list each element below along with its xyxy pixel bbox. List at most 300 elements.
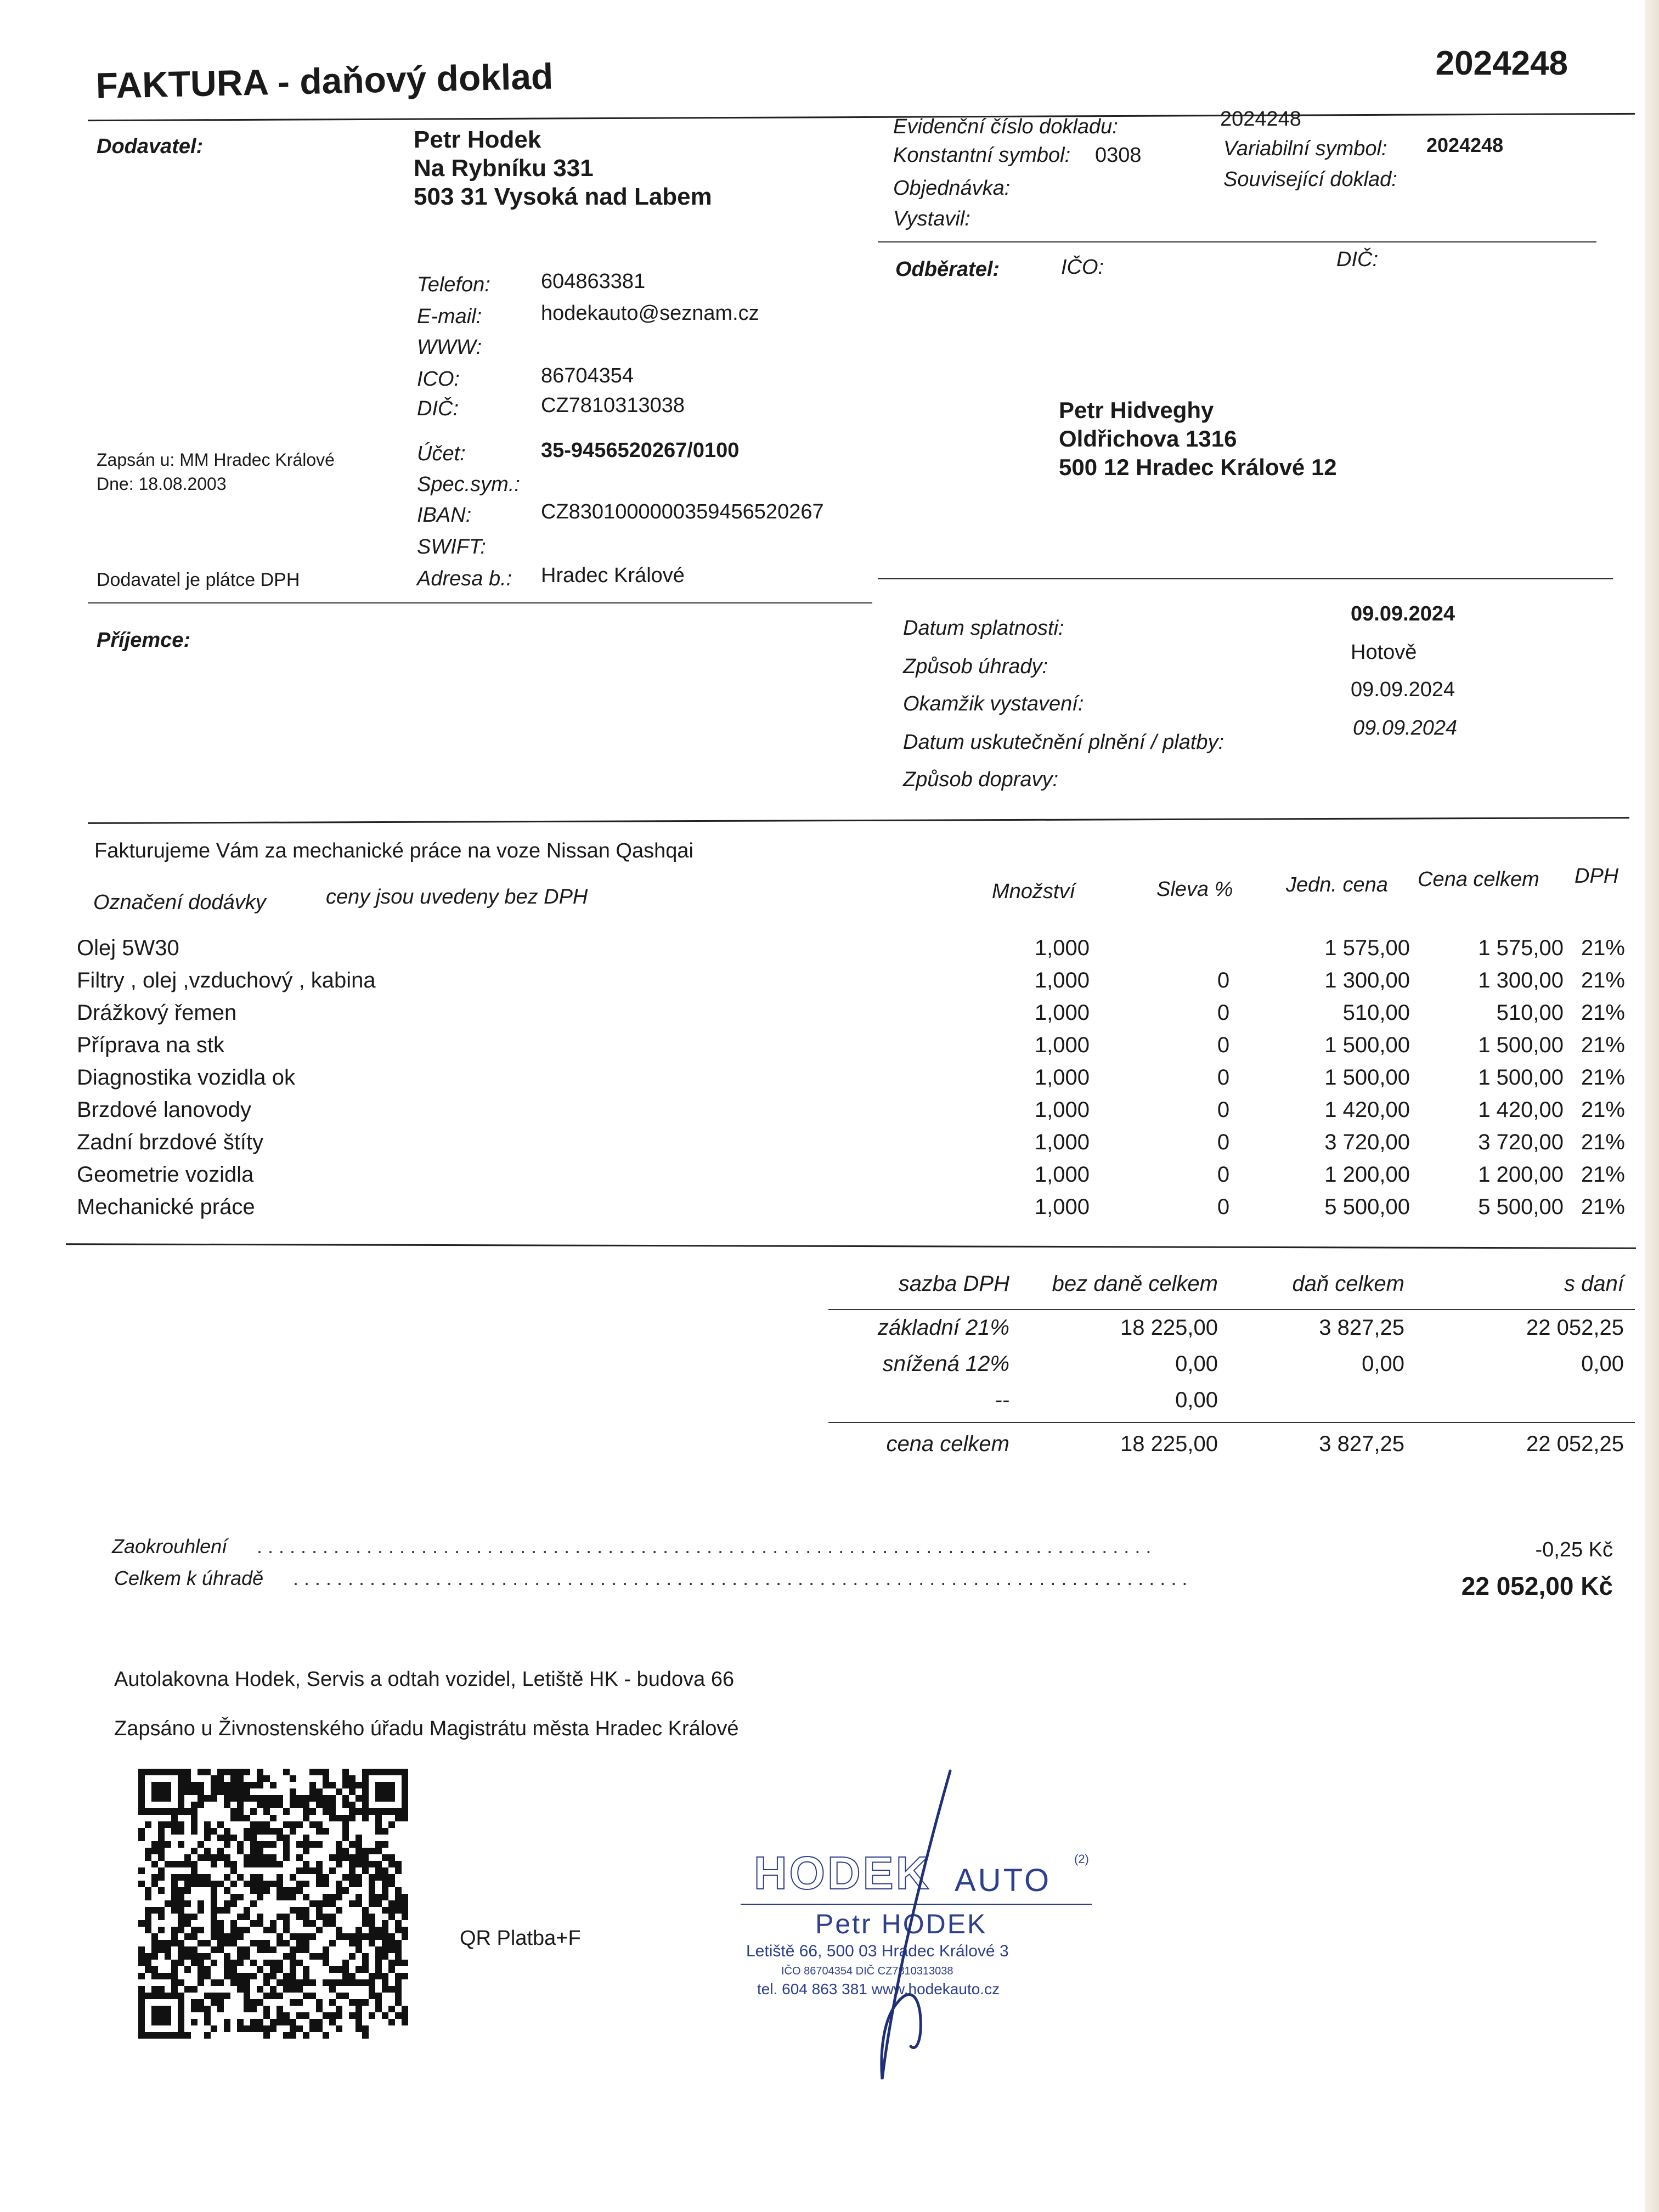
- qr-module: [138, 1867, 145, 1874]
- qr-module: [178, 1828, 184, 1835]
- qr-module: [204, 1854, 211, 1861]
- items-top-divider: [88, 817, 1629, 824]
- qr-module: [382, 1979, 388, 1986]
- qr-module: [303, 1920, 309, 1927]
- qr-module: [191, 1999, 198, 2006]
- qr-module: [382, 1986, 388, 1993]
- vat-sum-label: cena celkem: [886, 1432, 1009, 1456]
- qr-module: [349, 1953, 356, 1960]
- qr-module: [230, 1920, 237, 1927]
- qr-module: [237, 1894, 244, 1900]
- qr-module: [309, 1900, 316, 1907]
- item-qty: 1,000: [1034, 1195, 1090, 1219]
- qr-module: [250, 1795, 257, 1802]
- qr-module: [316, 1874, 323, 1881]
- qr-module: [257, 1861, 263, 1867]
- qr-module: [230, 1788, 237, 1795]
- qr-module: [303, 1867, 309, 1874]
- qr-module: [303, 1946, 309, 1953]
- qr-module: [329, 1940, 336, 1946]
- qr-module: [263, 1979, 270, 1986]
- item-row: [0, 1001, 1659, 1034]
- qr-module: [178, 1795, 184, 1802]
- qr-module: [224, 1960, 230, 1966]
- qr-module: [375, 1933, 382, 1940]
- qr-module: [158, 1986, 165, 1993]
- item-row: [0, 936, 1659, 969]
- qr-module: [336, 1788, 342, 1795]
- qr-module: [250, 1841, 257, 1848]
- qr-module: [362, 1782, 369, 1788]
- qr-module: [151, 1782, 158, 1788]
- qr-module: [158, 1907, 165, 1914]
- supplier-city: 503 31 Vysoká nad Labem: [414, 183, 712, 210]
- qr-module: [230, 1835, 237, 1841]
- qr-module: [323, 1881, 329, 1887]
- qr-module: [230, 1808, 237, 1815]
- qr-module: [369, 1940, 375, 1946]
- qr-module: [362, 2025, 369, 2032]
- item-qty: 1,000: [1034, 1033, 1090, 1057]
- qr-module: [224, 1782, 230, 1788]
- qr-module: [138, 2019, 145, 2025]
- customer-street: Oldřichova 1316: [1059, 426, 1237, 452]
- qr-module: [151, 1861, 158, 1867]
- qr-module: [263, 1927, 270, 1933]
- qr-module: [395, 1999, 402, 2006]
- qr-module: [388, 1881, 395, 1887]
- item-total: 1 500,00: [1478, 1033, 1564, 1057]
- qr-module: [244, 1881, 250, 1887]
- qr-module: [211, 1907, 217, 1914]
- qr-module: [230, 1966, 237, 1973]
- qr-module: [198, 1900, 204, 1907]
- qr-module: [323, 1953, 329, 1960]
- qr-module: [303, 1808, 309, 1815]
- qr-module: [309, 1953, 316, 1960]
- qr-module: [204, 2019, 211, 2025]
- qr-module: [290, 1999, 296, 2006]
- qr-module: [290, 1953, 296, 1960]
- qr-module: [342, 1802, 349, 1808]
- qr-module: [178, 1894, 184, 1900]
- evidence-value: 2024248: [1220, 108, 1301, 131]
- qr-module: [178, 1821, 184, 1828]
- qr-module: [224, 2019, 230, 2025]
- qr-module: [316, 1788, 323, 1795]
- qr-module: [263, 1861, 270, 1867]
- qr-module: [309, 1933, 316, 1940]
- qr-module: [349, 1841, 356, 1848]
- qr-module: [263, 1993, 270, 1999]
- qr-module: [388, 1946, 395, 1953]
- qr-module: [303, 1802, 309, 1808]
- item-unit: 1 575,00: [1324, 936, 1410, 960]
- contact-value: CZ7810313038: [541, 394, 685, 417]
- item-total: 5 500,00: [1478, 1195, 1564, 1219]
- qr-module: [224, 1966, 230, 1973]
- qr-module: [369, 1914, 375, 1920]
- item-total: 1 420,00: [1478, 1098, 1564, 1122]
- qr-module: [276, 1887, 283, 1894]
- qr-module: [178, 1907, 184, 1914]
- qr-module: [303, 1993, 309, 1999]
- qr-module: [171, 1894, 178, 1900]
- qr-module: [342, 1769, 349, 1775]
- qr-module: [244, 2025, 250, 2032]
- qr-module: [290, 1907, 296, 1914]
- qr-module: [178, 1861, 184, 1867]
- qr-module: [171, 1907, 178, 1914]
- vat-base: 18 225,00: [1120, 1316, 1218, 1340]
- qr-module: [224, 1953, 230, 1960]
- qr-module: [309, 1808, 316, 1815]
- qr-module: [329, 1808, 336, 1815]
- qr-module: [165, 2032, 171, 2039]
- qr-module: [342, 1815, 349, 1821]
- qr-module: [257, 1802, 263, 1808]
- qr-module: [191, 1828, 198, 1835]
- qr-module: [303, 1940, 309, 1946]
- qr-module: [224, 1861, 230, 1867]
- qr-module: [178, 2032, 184, 2039]
- qr-module: [230, 1769, 237, 1775]
- qr-module: [224, 2025, 230, 2032]
- qr-module: [138, 1835, 145, 1841]
- qr-module: [257, 1940, 263, 1946]
- qr-module: [316, 2025, 323, 2032]
- qr-module: [402, 1960, 408, 1966]
- qr-module: [198, 1999, 204, 2006]
- qr-module: [270, 1993, 276, 1999]
- qr-module: [283, 1927, 290, 1933]
- contact-label: E-mail:: [417, 305, 482, 328]
- qr-module: [230, 1973, 237, 1979]
- qr-module: [336, 1907, 342, 1914]
- qr-module: [276, 2006, 283, 2012]
- qr-module: [362, 1848, 369, 1854]
- qr-module: [336, 1993, 342, 1999]
- qr-module: [244, 1999, 250, 2006]
- qr-module: [316, 1999, 323, 2006]
- contact-label: Adresa b.:: [417, 567, 512, 590]
- qr-module: [250, 1999, 257, 2006]
- qr-module: [224, 1907, 230, 1914]
- qr-module: [270, 1854, 276, 1861]
- qr-module: [211, 1795, 217, 1802]
- qr-module: [290, 2019, 296, 2025]
- qr-module: [145, 1907, 151, 1914]
- qr-module: [138, 2012, 145, 2019]
- qr-module: [191, 2019, 198, 2025]
- qr-module: [178, 1802, 184, 1808]
- qr-module: [178, 1887, 184, 1894]
- customer-city: 500 12 Hradec Králové 12: [1059, 454, 1337, 480]
- vat-sum-row: [0, 1432, 1659, 1465]
- qr-module: [323, 1828, 329, 1835]
- qr-module: [316, 1881, 323, 1887]
- qr-module: [237, 1874, 244, 1881]
- vat-rate: snížená 12%: [882, 1352, 1009, 1376]
- qr-module: [151, 1940, 158, 1946]
- qr-module: [349, 1973, 356, 1979]
- qr-module: [356, 1835, 362, 1841]
- qr-module: [198, 1841, 204, 1848]
- qr-module: [230, 1960, 237, 1966]
- qr-module: [237, 1953, 244, 1960]
- qr-module: [270, 1973, 276, 1979]
- qr-module: [382, 1940, 388, 1946]
- qr-module: [158, 1973, 165, 1979]
- qr-module: [138, 1802, 145, 1808]
- qr-module: [276, 1933, 283, 1940]
- qr-module: [323, 1808, 329, 1815]
- qr-module: [336, 2012, 342, 2019]
- qr-module: [171, 1881, 178, 1887]
- qr-module: [375, 1848, 382, 1854]
- item-discount: 0: [1217, 1130, 1230, 1154]
- qr-module: [171, 1940, 178, 1946]
- qr-module: [224, 1835, 230, 1841]
- qr-module: [290, 1894, 296, 1900]
- qr-module: [369, 1848, 375, 1854]
- qr-module: [356, 1933, 362, 1940]
- qr-module: [191, 1927, 198, 1933]
- qr-module: [388, 1821, 395, 1828]
- qr-module: [303, 1966, 309, 1973]
- qr-module: [395, 1953, 402, 1960]
- qr-module: [329, 1894, 336, 1900]
- qr-module: [309, 1867, 316, 1874]
- qr-module: [362, 1769, 369, 1775]
- qr-module: [336, 1979, 342, 1986]
- item-vat: 21%: [1581, 936, 1625, 960]
- qr-module: [184, 1769, 191, 1775]
- qr-module: [349, 1900, 356, 1907]
- qr-module: [323, 1946, 329, 1953]
- qr-module: [224, 1828, 230, 1835]
- qr-module: [270, 2025, 276, 2032]
- qr-module: [309, 1795, 316, 1802]
- qr-module: [204, 1940, 211, 1946]
- qr-module: [270, 1795, 276, 1802]
- qr-module: [230, 1861, 237, 1867]
- qr-module: [290, 1933, 296, 1940]
- qr-module: [230, 1900, 237, 1907]
- qr-module: [138, 1920, 145, 1927]
- qr-module: [263, 1887, 270, 1894]
- qr-module: [303, 1815, 309, 1821]
- qr-module: [244, 1835, 250, 1841]
- qr-module: [178, 1808, 184, 1815]
- stamp-contact: tel. 604 863 381 www.hodekauto.cz: [757, 1980, 1000, 1997]
- qr-module: [388, 1861, 395, 1867]
- qr-module: [198, 1940, 204, 1946]
- qr-module: [184, 1782, 191, 1788]
- qr-module: [178, 1999, 184, 2006]
- qr-module: [151, 1907, 158, 1914]
- qr-module: [349, 1775, 356, 1782]
- qr-module: [369, 1993, 375, 1999]
- qr-module: [138, 1775, 145, 1782]
- qr-module: [276, 1966, 283, 1973]
- item-discount: 0: [1217, 1195, 1230, 1219]
- qr-module: [178, 1993, 184, 1999]
- issue-time-label: Okamžik vystavení:: [903, 692, 1084, 715]
- qr-module: [178, 1927, 184, 1933]
- qr-module: [198, 1795, 204, 1802]
- qr-module: [388, 1960, 395, 1966]
- qr-module: [356, 1841, 362, 1848]
- qr-module: [198, 1927, 204, 1933]
- qr-module: [145, 1993, 151, 1999]
- vat-col-base: bez daně celkem: [1052, 1272, 1218, 1296]
- qr-module: [165, 1973, 171, 1979]
- qr-module: [230, 1894, 237, 1900]
- qr-module: [309, 2019, 316, 2025]
- item-name: Mechanické práce: [77, 1195, 255, 1219]
- qr-module: [276, 2019, 283, 2025]
- qr-module: [388, 1874, 395, 1881]
- item-vat: 21%: [1581, 1033, 1625, 1057]
- qr-module: [145, 1887, 151, 1894]
- qr-module: [382, 1841, 388, 1848]
- qr-module: [395, 1861, 402, 1867]
- qr-module: [224, 1841, 230, 1848]
- item-discount: 0: [1217, 1033, 1230, 1057]
- qr-module: [250, 1940, 257, 1946]
- qr-module: [217, 1940, 224, 1946]
- footer-business-line: Autolakovna Hodek, Servis a odtah vozidel, Letiště HK - budova 66: [114, 1668, 735, 1691]
- qr-module: [303, 1861, 309, 1867]
- qr-module: [250, 1854, 257, 1861]
- stamp-name: Petr HODEK: [815, 1909, 988, 1939]
- qr-module: [382, 1953, 388, 1960]
- qr-module: [178, 1874, 184, 1881]
- qr-module: [211, 1894, 217, 1900]
- qr-module: [191, 1874, 198, 1881]
- qr-module: [184, 1966, 191, 1973]
- contact-value: 86704354: [541, 364, 634, 387]
- qr-module: [158, 1835, 165, 1841]
- qr-module: [296, 1960, 303, 1966]
- qr-module: [303, 1795, 309, 1802]
- item-vat: 21%: [1581, 1098, 1625, 1122]
- qr-module: [263, 1946, 270, 1953]
- taxable-date-value: 09.09.2024: [1353, 716, 1458, 740]
- stamp-brand-mark: (2): [1074, 1852, 1089, 1866]
- qr-module: [323, 1769, 329, 1775]
- qr-module: [158, 1867, 165, 1874]
- qr-module: [138, 1993, 145, 1999]
- qr-module: [217, 1933, 224, 1940]
- qr-module: [362, 1907, 369, 1914]
- qr-module: [217, 2006, 224, 2012]
- qr-module: [204, 1795, 211, 1802]
- qr-module: [165, 1900, 171, 1907]
- payment-method-value: Hotově: [1351, 641, 1417, 664]
- qr-module: [165, 2012, 171, 2019]
- qr-module: [237, 1848, 244, 1854]
- qr-module: [362, 1795, 369, 1802]
- qr-module: [283, 1854, 290, 1861]
- qr-module: [217, 1907, 224, 1914]
- qr-module: [336, 1815, 342, 1821]
- qr-module: [395, 1887, 402, 1894]
- qr-module: [198, 2006, 204, 2012]
- qr-module: [198, 1907, 204, 1914]
- qr-module: [191, 2006, 198, 2012]
- qr-module: [309, 1788, 316, 1795]
- qr-module: [178, 1979, 184, 1986]
- qr-module: [276, 1802, 283, 1808]
- qr-module: [165, 1940, 171, 1946]
- qr-module: [296, 1940, 303, 1946]
- qr-module: [290, 2032, 296, 2039]
- qr-module: [362, 1867, 369, 1874]
- qr-module: [257, 1920, 263, 1927]
- qr-module: [250, 1973, 257, 1979]
- vat-rate: základní 21%: [877, 1316, 1009, 1340]
- item-vat: 21%: [1581, 968, 1625, 992]
- variable-symbol-value: 2024248: [1426, 134, 1504, 156]
- supplier-street: Na Rybníku 331: [414, 155, 594, 182]
- qr-module: [224, 1802, 230, 1808]
- qr-module: [270, 2019, 276, 2025]
- item-unit: 1 200,00: [1324, 1163, 1410, 1187]
- item-total: 1 300,00: [1478, 968, 1564, 992]
- qr-module: [402, 1914, 408, 1920]
- qr-module: [165, 1821, 171, 1828]
- qr-module: [217, 1946, 224, 1953]
- item-qty: 1,000: [1034, 1098, 1090, 1122]
- vat-col-tax: daň celkem: [1292, 1272, 1404, 1296]
- qr-module: [402, 1933, 408, 1940]
- related-doc-label: Související doklad:: [1223, 168, 1397, 191]
- qr-module: [375, 1960, 382, 1966]
- col-designation: Označení dodávky: [93, 891, 266, 914]
- qr-module: [250, 1900, 257, 1907]
- qr-module: [382, 1894, 388, 1900]
- qr-module: [382, 1920, 388, 1927]
- qr-module: [362, 1914, 369, 1920]
- qr-module: [270, 1841, 276, 1848]
- qr-module: [230, 1979, 237, 1986]
- qr-module: [362, 1979, 369, 1986]
- qr-module: [309, 1769, 316, 1775]
- item-name: Diagnostika vozidla ok: [77, 1065, 295, 1090]
- qr-module: [349, 1854, 356, 1861]
- amount-due-label: Celkem k úhradě: [114, 1567, 264, 1589]
- item-row: [0, 1065, 1659, 1098]
- qr-module: [217, 1769, 224, 1775]
- qr-module: [224, 1900, 230, 1907]
- qr-module: [151, 1953, 158, 1960]
- qr-module: [296, 1933, 303, 1940]
- qr-module: [316, 1821, 323, 1828]
- item-vat: 21%: [1581, 1065, 1625, 1090]
- qr-module: [382, 1887, 388, 1894]
- qr-module: [270, 1986, 276, 1993]
- qr-module: [138, 1788, 145, 1795]
- qr-module: [191, 1788, 198, 1795]
- contact-label: DIČ:: [417, 397, 459, 420]
- qr-module: [158, 1828, 165, 1835]
- qr-module: [362, 1802, 369, 1808]
- qr-module: [316, 2006, 323, 2012]
- customer-ico-label: IČO:: [1061, 256, 1104, 279]
- qr-module: [263, 1802, 270, 1808]
